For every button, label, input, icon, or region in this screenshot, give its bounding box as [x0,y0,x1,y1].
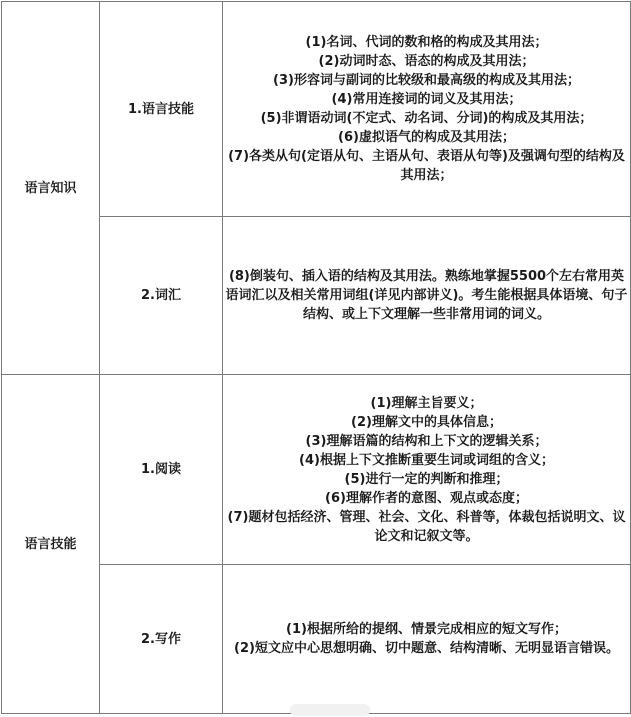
syllabus-table [1,1,631,714]
content-line: (1)根据所给的提纲、情景完成相应的短文写作； [286,622,567,637]
category-cell: 语言知识 [2,2,100,375]
content-line: (4)根据上下文推断重要生词或词组的含义； [299,452,554,468]
content-line: (8)倒装句、插入语的结构及其用法。熟练地掌握5500个左右常用英语词汇以及相关常用词组(详见内部讲义)。考生能根据具体语境、句子结构、或上下文理解一些非常用词的词义。 [225,269,628,322]
content-cell [223,217,631,375]
subsection-label: 1.阅读 [100,375,223,565]
table-row [2,375,631,565]
content-line: (2)短文应中心思想明确、切中题意、结构清晰、无明显语言错误。 [234,641,619,656]
content-line: (2)动词时态、语态的构成及其用法； [318,54,535,69]
subsection-label: 1.语言技能 [100,2,223,217]
table-row [2,2,631,217]
content-line: (5)非谓语动词(不定式、动名词、分词)的构成及其用法； [260,111,593,126]
content-line: (3)形容词与副词的比较级和最高级的构成及其用法； [273,73,580,88]
subsection-label: 2.词汇 [100,217,223,375]
content-line: (5)进行一定的判断和推理； [344,471,509,487]
subsection-label: 2.写作 [100,565,223,714]
watermark-smudge [290,704,370,716]
category-cell: 语言技能 [2,375,100,714]
content-line: (1)理解主旨要义； [370,395,483,411]
content-line: (6)虚拟语气的构成及其用法； [338,130,515,145]
content-line: (7)题材包括经济、管理、社会、文化、科普等，体裁包括说明文、议论文和记叙文等。 [227,509,626,544]
content-line: (3)理解语篇的结构和上下文的逻辑关系； [305,433,548,449]
content-line: (1)名词、代词的数和格的构成及其用法； [305,35,548,50]
content-line: (2)理解文中的具体信息； [351,414,502,430]
content-line: (6)理解作者的意图、观点或态度； [325,490,528,506]
content-cell [223,2,631,217]
content-line: (4)常用连接词的词义及其用法； [331,92,522,107]
content-cell [223,565,631,714]
content-line: (7)各类从句(定语从句、主语从句、表语从句等)及强调句型的结构及其用法； [228,149,625,183]
content-cell [223,375,631,565]
